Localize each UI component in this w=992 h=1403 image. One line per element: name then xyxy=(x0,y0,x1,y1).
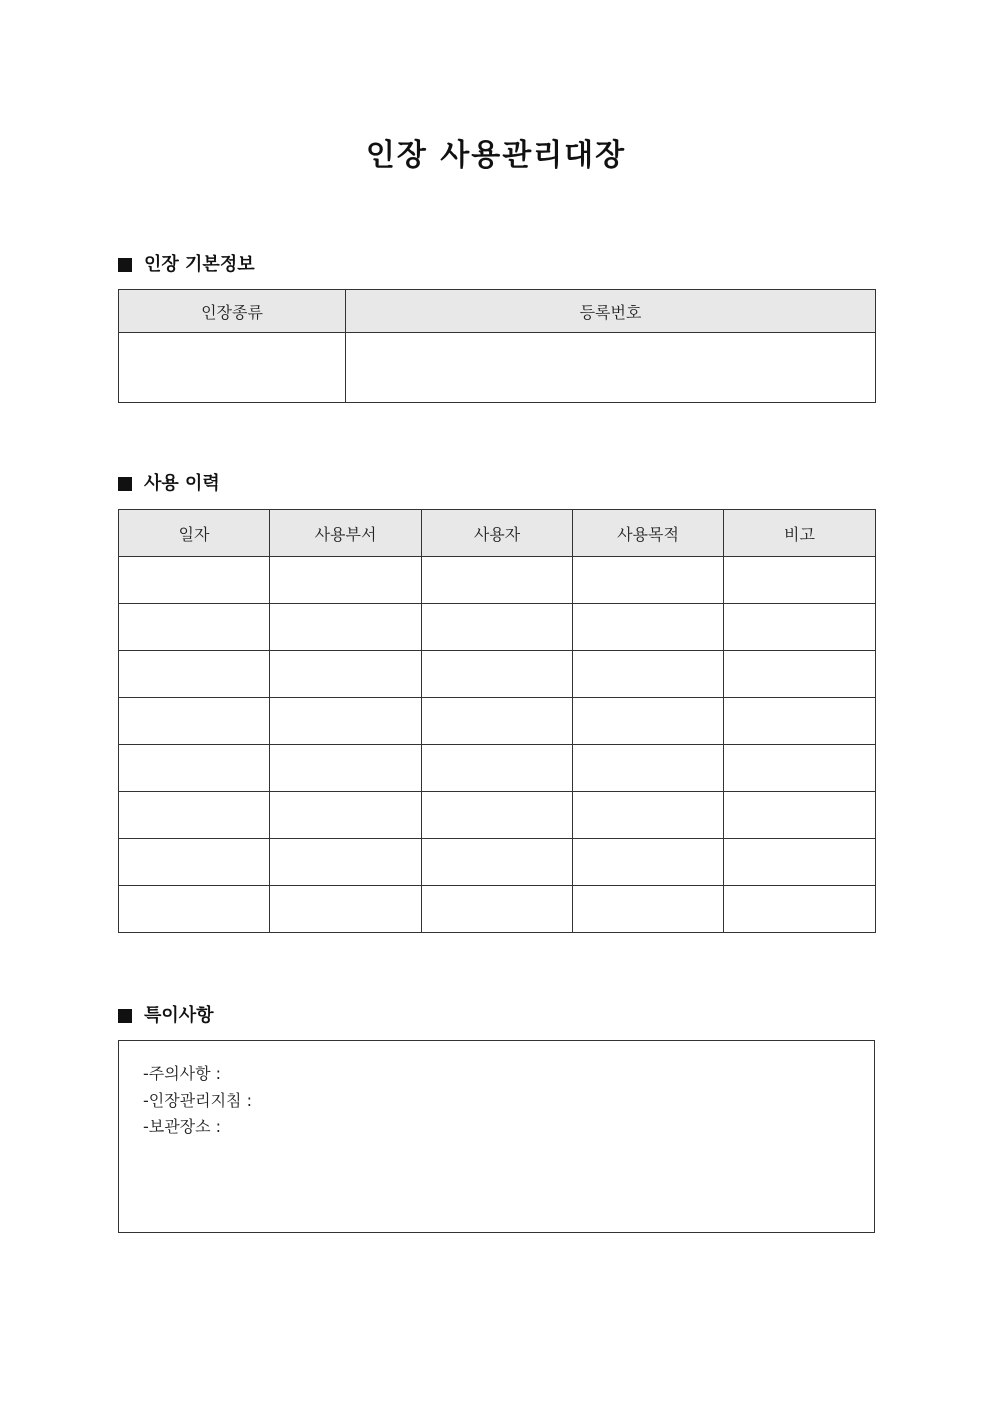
column-header-date: 일자 xyxy=(119,510,270,557)
purpose-cell[interactable] xyxy=(573,745,724,792)
section-heading-label: 특이사항 xyxy=(144,1005,214,1026)
table-row xyxy=(119,745,876,792)
table-row xyxy=(119,651,876,698)
square-bullet-icon xyxy=(118,258,132,272)
page-title: 인장 사용관리대장 xyxy=(365,138,627,173)
date-cell[interactable] xyxy=(119,745,270,792)
purpose-cell[interactable] xyxy=(573,557,724,604)
note-management-guideline: -인장관리지침 : xyxy=(143,1090,252,1110)
user-cell[interactable] xyxy=(422,839,573,886)
table-row xyxy=(119,333,876,403)
department-cell[interactable] xyxy=(270,651,422,698)
section-heading-label: 인장 기본정보 xyxy=(144,254,255,275)
table-row xyxy=(119,698,876,745)
notes-box[interactable] xyxy=(118,1040,875,1233)
purpose-cell[interactable] xyxy=(573,792,724,839)
department-cell[interactable] xyxy=(270,886,422,933)
date-cell[interactable] xyxy=(119,651,270,698)
date-cell[interactable] xyxy=(119,792,270,839)
date-cell[interactable] xyxy=(119,839,270,886)
table-row xyxy=(119,886,876,933)
column-header-remarks: 비고 xyxy=(724,510,876,557)
purpose-cell[interactable] xyxy=(573,886,724,933)
purpose-cell[interactable] xyxy=(573,698,724,745)
table-row xyxy=(119,792,876,839)
user-cell[interactable] xyxy=(422,886,573,933)
department-cell[interactable] xyxy=(270,792,422,839)
section-heading-basic-info xyxy=(118,252,255,278)
department-cell[interactable] xyxy=(270,698,422,745)
remarks-cell[interactable] xyxy=(724,604,876,651)
purpose-cell[interactable] xyxy=(573,651,724,698)
table-row xyxy=(119,839,876,886)
notes-list xyxy=(119,1041,874,1141)
user-cell[interactable] xyxy=(422,651,573,698)
column-header-user: 사용자 xyxy=(422,510,573,557)
section-heading-notes xyxy=(118,1003,214,1029)
date-cell[interactable] xyxy=(119,698,270,745)
date-cell[interactable] xyxy=(119,557,270,604)
remarks-cell[interactable] xyxy=(724,557,876,604)
purpose-cell[interactable] xyxy=(573,839,724,886)
registration-number-cell[interactable] xyxy=(346,333,876,403)
column-header-seal-type: 인장종류 xyxy=(119,290,346,333)
date-cell[interactable] xyxy=(119,886,270,933)
basic-info-table xyxy=(118,289,876,403)
department-cell[interactable] xyxy=(270,604,422,651)
department-cell[interactable] xyxy=(270,745,422,792)
remarks-cell[interactable] xyxy=(724,651,876,698)
section-heading-usage-history xyxy=(118,471,220,497)
purpose-cell[interactable] xyxy=(573,604,724,651)
user-cell[interactable] xyxy=(422,745,573,792)
remarks-cell[interactable] xyxy=(724,886,876,933)
note-storage-location: -보관장소 : xyxy=(143,1117,222,1136)
user-cell[interactable] xyxy=(422,792,573,839)
remarks-cell[interactable] xyxy=(724,698,876,745)
table-row xyxy=(119,604,876,651)
note-caution: -주의사항 : xyxy=(143,1064,222,1083)
remarks-cell[interactable] xyxy=(724,745,876,792)
usage-history-table xyxy=(118,509,876,933)
column-header-purpose: 사용목적 xyxy=(573,510,724,557)
department-cell[interactable] xyxy=(270,557,422,604)
section-heading-label: 사용 이력 xyxy=(144,473,220,494)
remarks-cell[interactable] xyxy=(724,839,876,886)
square-bullet-icon xyxy=(118,477,132,491)
square-bullet-icon xyxy=(118,1009,132,1023)
date-cell[interactable] xyxy=(119,604,270,651)
seal-type-cell[interactable] xyxy=(119,333,346,403)
table-header-row xyxy=(119,510,876,557)
column-header-registration-number: 등록번호 xyxy=(346,290,876,333)
table-header-row xyxy=(119,290,876,333)
user-cell[interactable] xyxy=(422,557,573,604)
table-row xyxy=(119,557,876,604)
column-header-department: 사용부서 xyxy=(270,510,422,557)
remarks-cell[interactable] xyxy=(724,792,876,839)
user-cell[interactable] xyxy=(422,604,573,651)
user-cell[interactable] xyxy=(422,698,573,745)
department-cell[interactable] xyxy=(270,839,422,886)
